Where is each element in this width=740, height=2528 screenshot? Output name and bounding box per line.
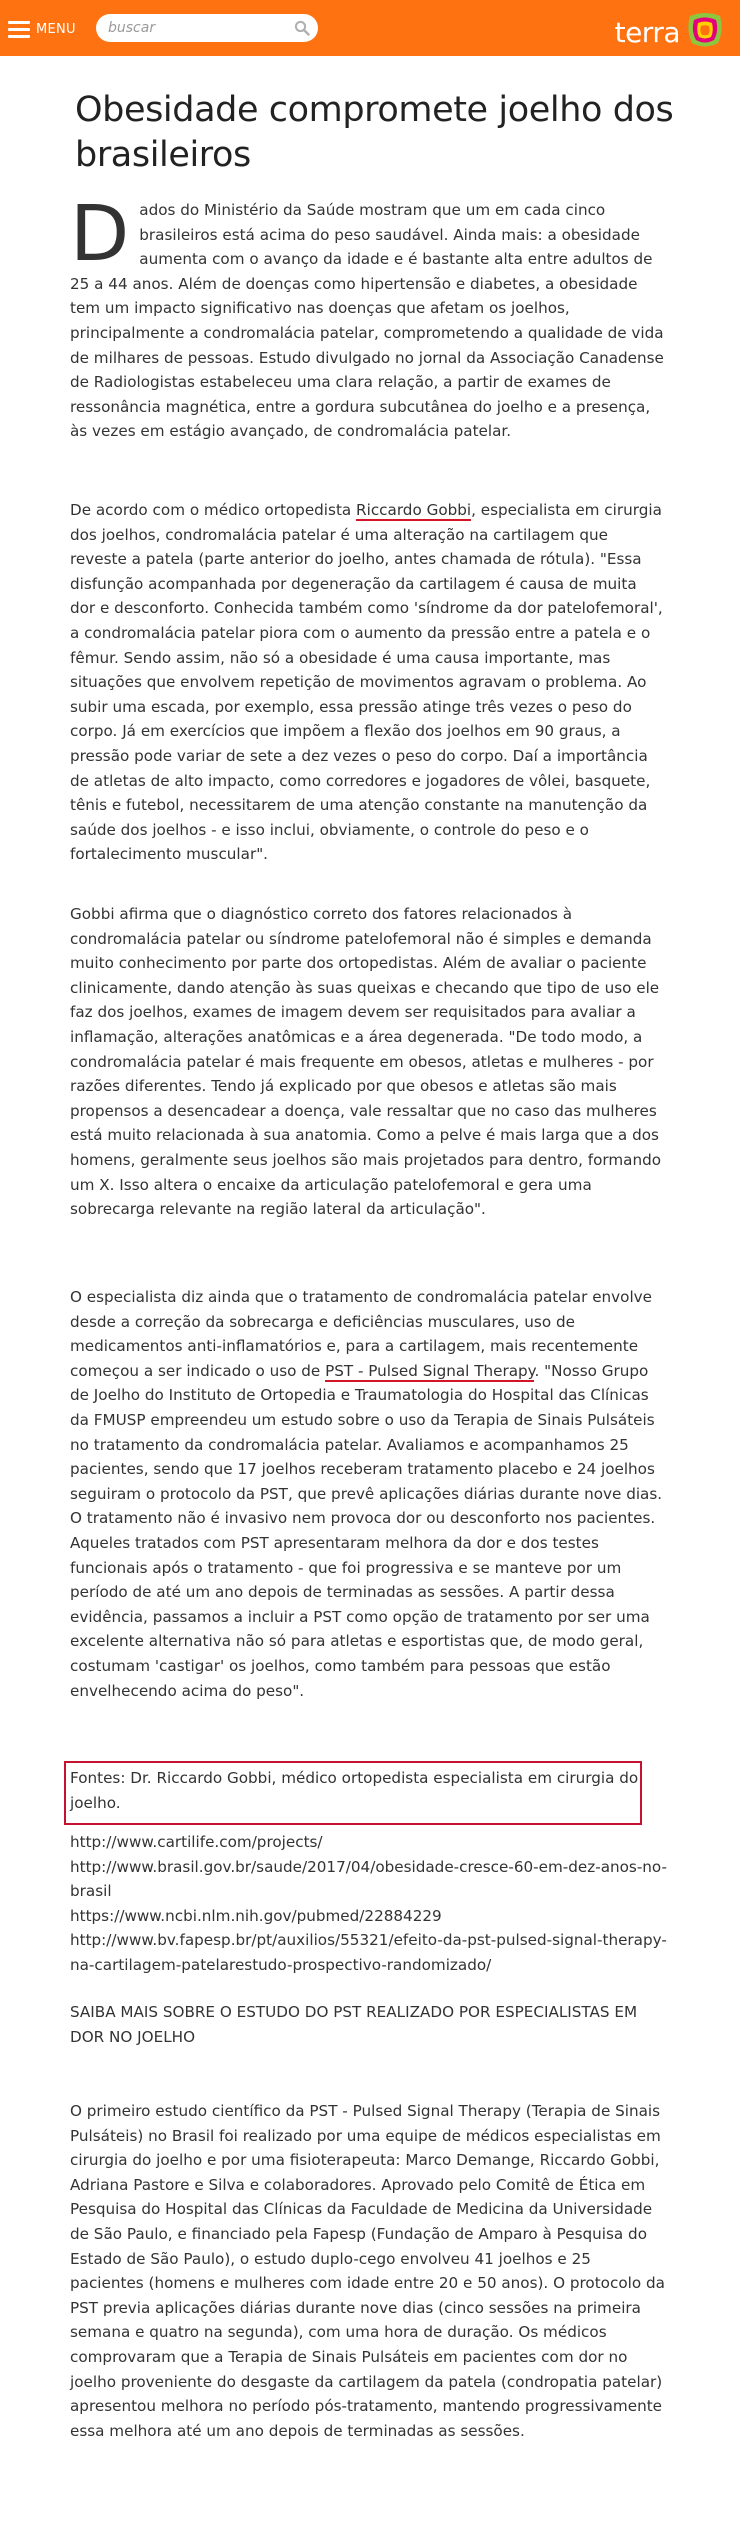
link-pst-pulsed-signal-therapy[interactable]: PST - Pulsed Signal Therapy — [325, 1361, 535, 1380]
reference-link[interactable]: http://www.cartilife.com/projects/ — [70, 1833, 323, 1851]
hamburger-menu-icon — [8, 20, 30, 38]
link-riccardo-gobbi[interactable]: Riccardo Gobbi — [356, 501, 472, 519]
paragraph-treatment-text: . "Nosso Grupo de Joelho do Instituto de Ortopedia e Traumatologia do Hospital das Clínicas da FMUSP empreendeu um estudo sobre o uso da Terapia de Sinais Pulsáteis no tratamento da condromalácia patelar. Avaliamos e acompanhamos 25 pacientes, sendo que 17 joelhos receberam tratamento placebo e 24 joelhos seguiram o protocolo da PST, que prevê aplicações diárias durante nove dias. O tratamento não é invasivo nem provoca dor ou desconforto nos pacientes. Aqueles tratados com PST apresentaram melhora da dor e dos testes funcionais após o tratamento - que foi progressiva e se manteve por um período de até um ano depois de terminadas as sessões. A partir dessa evidência, passamos a incluir a PST como opção de tratamento por ser uma excelente alternativa não só para atletas e esportistas que, de modo geral, costumam 'castigar' os joelhos, como também para pessoas que estão envelhecendo acima do peso". — [70, 1361, 663, 1700]
paragraph-diagnosis: Gobbi afirma que o diagnóstico correto dos fatores relacionados à condromalácia patelar ou síndrome patelofemoral não é simples e demanda muito conhecimento por parte dos ortopedistas. Além de avaliar o paciente clinicamente, dando atenção às suas queixas e checando que tipo de uso ele faz dos joelhos, exames de imagem devem ser requisitados para avaliar a inflamação, alterações anatômicas e a área degenerada. "De todo modo, a condromalácia patelar é mais frequente em obesos, atletas e mulheres - por razões diferentes. Tendo já explicado por que obesos e atletas são mais propensos a desencadear a doença, vale ressaltar que no caso das mulheres está muito relacionada à sua anatomia. Como a pelve é mais larga que a dos homens, geralmente seus joelhos são mais projetados para dentro, formando um X. Isso altera o encaixe da articulação patelofemoral e gera uma sobrecarga relevante na região lateral da articulação". — [70, 905, 662, 1219]
reference-link[interactable]: https://www.ncbi.nlm.nih.gov/pubmed/22884229 — [70, 1906, 442, 1925]
top-navigation-bar — [0, 0, 740, 56]
paragraph-intro — [70, 190, 666, 444]
search-input[interactable] — [108, 16, 288, 40]
section-subheading: SAIBA MAIS SOBRE O ESTUDO DO PST REALIZADO POR ESPECIALISTAS EM DOR NO JOELHO — [70, 2003, 638, 2046]
menu-button[interactable] — [8, 18, 76, 40]
terra-logo-icon — [684, 10, 726, 50]
paragraph-study: O primeiro estudo científico da PST - Pulsed Signal Therapy (Terapia de Sinais Pulsáteis) no Brasil foi realizado por uma equipe de médicos especialistas em cirurgia do joelho e por uma fisioterapeuta: Marco Demange, Riccardo Gobbi, Adriana Pastore e Silva e colaboradores. Aprovado pelo Comitê de Ética em Pesquisa do Hospital das Clínicas da Faculdade de Medicina da Universidade de São Paulo, e financiado pela Fapesp (Fundação de Amparo à Pesquisa do Estado de São Paulo), o estudo duplo-cego envolveu 41 joelhos e 25 pacientes (homens e mulheres com idade entre 20 e 50 anos). O protocolo da PST previa aplicações diárias durante nove dias (cinco sessões na primeira semana e quatro na segunda), com uma hora de duração. Os médicos comprovaram que a Terapia de Sinais Pulsáteis em pacientes com dor no joelho proveniente do desgaste da cartilagem da patela (condropatia patelar) apresentou melhora no período pós-tratamento, mantendo progressivamente essa melhora até um ano depois de terminadas as sessões. — [70, 2102, 665, 2440]
menu-label: MENU — [36, 21, 76, 37]
sources-text: Fontes: Dr. Riccardo Gobbi, médico ortopedista especialista em cirurgia do joelho. — [70, 1769, 639, 1812]
drop-cap: D — [70, 190, 130, 279]
reference-link[interactable]: http://www.bv.fapesp.br/pt/auxilios/55321/efeito-da-pst-pulsed-signal-therapy-na-cartilagem-patelarestudo-prospectivo-randomizado/ — [70, 1931, 667, 1974]
paragraph-treatment-lead: O especialista diz ainda que o tratamento de condromalácia patelar envolve desde a correção da sobrecarga e deficiências musculares, uso de medicamentos anti-inflamatórios e, para a cartilagem, mais recentemente começou a ser indicado o uso de — [70, 1288, 652, 1380]
article-title: Obesidade compromete joelho dos brasileiros — [75, 90, 674, 175]
paragraph-intro-text: ados do Ministério da Saúde mostram que um em cada cinco brasileiros está acima do peso saudável. Ainda mais: a obesidade aumenta com o avanço da idade e é bastante alta entre adultos de 25 a 44 anos. Além de doenças como hipertensão e diabetes, a obesidade tem um impacto significativo nas doenças que afetam os joelhos, principalmente a condromalácia patelar, comprometendo a qualidade de vida de milhares de pessoas. Estudo divulgado no jornal da Associação Canadense de Radiologistas estabeleceu uma clara relação, a partir de exames de ressonância magnética, entre a gordura subcutânea do joelho e a presença, às vezes em estágio avançado, de condromalácia patelar. — [70, 201, 664, 441]
paragraph-treatment — [70, 1285, 666, 1703]
paragraph-gobbi-text: , especialista em cirurgia dos joelhos, condromalácia patelar é uma alteração na cartilagem que reveste a patela (parte anterior do joelho, antes chamada de rótula). "Essa disfunção acompanhada por degeneração da cartilagem é causa de muita dor e desconforto. Conhecida também como 'síndrome da dor patelofemoral', a condromalácia patelar piora com o aumento da pressão entre a patela e o fêmur. Sendo assim, não só a obesidade é uma causa importante, mas situações que envolvem repetição de movimentos agravam o problema. Ao subir uma escada, por exemplo, essa pressão atinge três vezes o peso do corpo. Já em exercícios que impõem a flexão dos joelhos em 90 graus, a pressão pode variar de sete a dez vezes o peso do corpo. Daí a importância de atletas de alto impacto, como corredores e jogadores de vôlei, basquete, tênis e futebol, necessitarem de uma atenção constante na manutenção da saúde dos joelhos - e isso inclui, obviamente, o controle do peso e o fortalecimento muscular". — [70, 501, 663, 864]
search-icon[interactable] — [294, 20, 310, 36]
reference-links — [70, 1830, 670, 1978]
reference-link[interactable]: http://www.brasil.gov.br/saude/2017/04/obesidade-cresce-60-em-dez-anos-no-brasil — [70, 1857, 667, 1901]
terra-logo[interactable] — [615, 6, 726, 50]
paragraph-gobbi-lead: De acordo com o médico ortopedista — [70, 501, 357, 519]
paragraph-gobbi — [70, 498, 666, 867]
brand-name: terra — [614, 16, 680, 49]
search-box — [96, 14, 318, 42]
